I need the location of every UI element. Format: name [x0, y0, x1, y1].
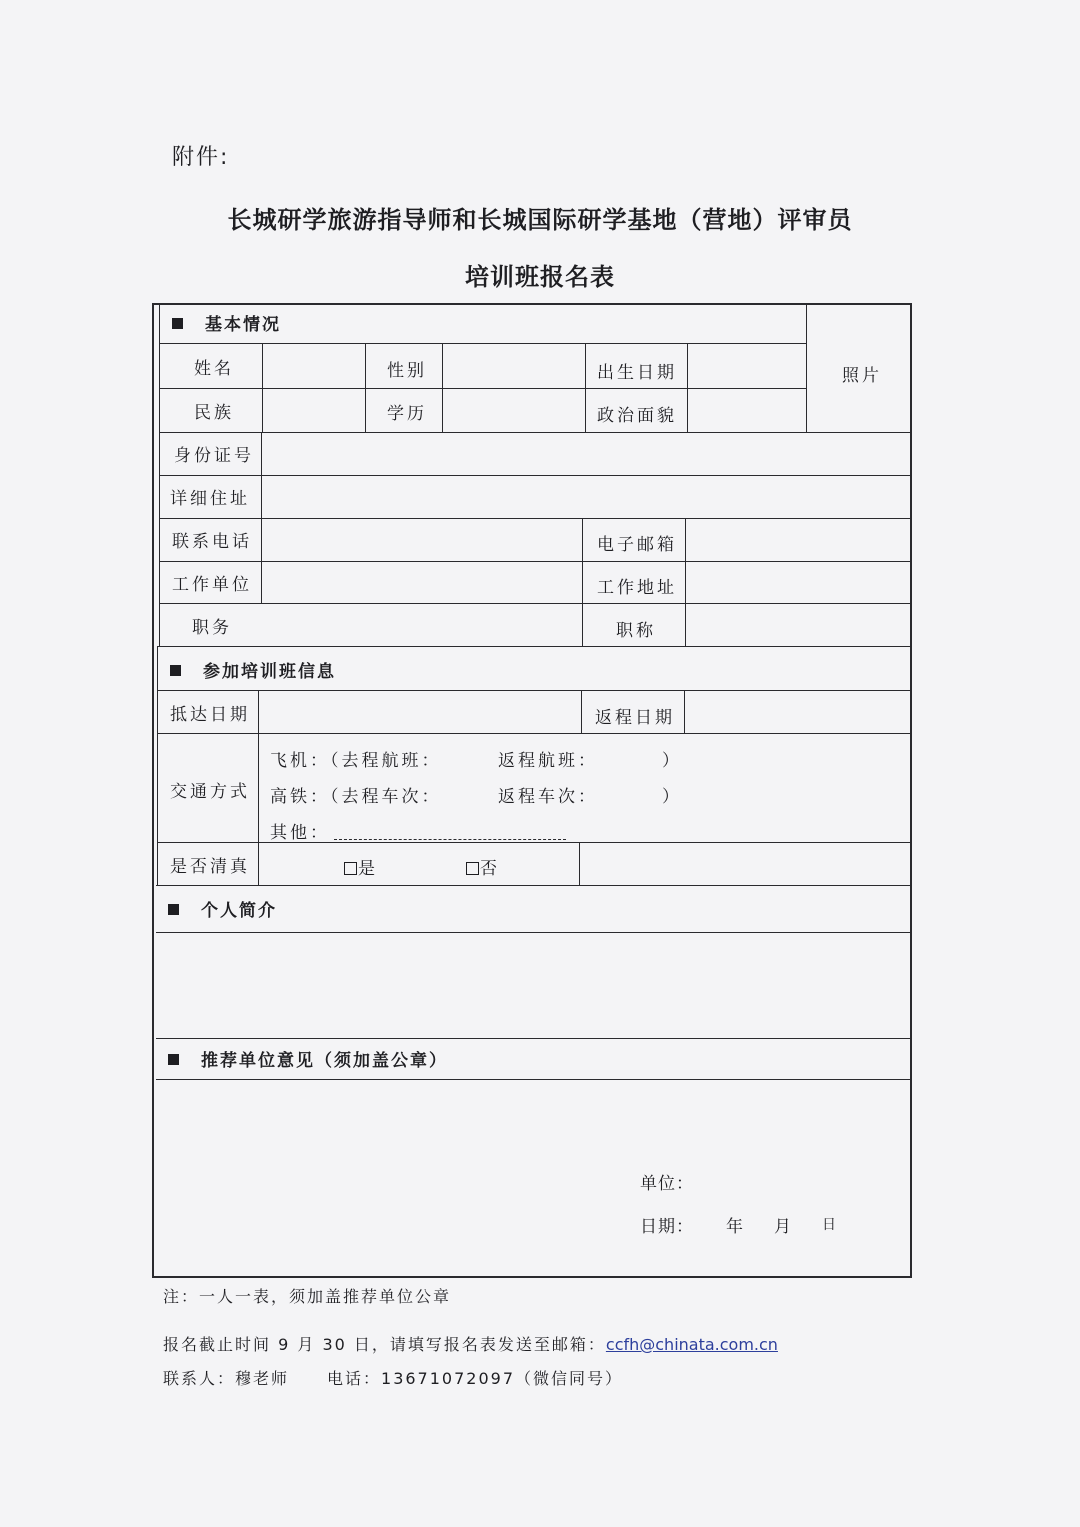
other-label: 其他： [270, 823, 330, 843]
section-profile-label: 个人简介 [201, 901, 277, 921]
note-text: 注：一人一表，须加盖推荐单位公章 [163, 1287, 452, 1306]
no-label: 否 [480, 859, 497, 879]
section-recommend [168, 1046, 448, 1071]
unit-label: 单位： [640, 1174, 694, 1194]
train-return [498, 782, 598, 807]
label-photo: 照片 [842, 366, 882, 386]
square-bullet-icon [168, 1054, 179, 1065]
section-basic-label: 基本情况 [205, 315, 281, 335]
attachment-label: 附件: [172, 145, 230, 170]
label-arrival: 抵达日期 [170, 705, 250, 725]
employer-field[interactable] [263, 563, 581, 602]
label-education: 学历 [387, 404, 427, 424]
train-close: ） [662, 787, 682, 807]
label-politics: 政治面貌 [597, 406, 677, 426]
section-training-label: 参加培训班信息 [203, 662, 336, 682]
halal-remark-field[interactable] [581, 844, 909, 884]
deadline-label: 报名截止时间 9 月 30 日，请填写报名表发送至邮箱： [163, 1335, 606, 1354]
plane-line [270, 746, 442, 771]
label-name: 姓名 [194, 359, 234, 379]
checkbox-icon[interactable] [466, 862, 479, 875]
label-id-number: 身份证号 [174, 446, 254, 466]
return-date-field[interactable] [686, 692, 909, 732]
halal-no-option[interactable] [466, 854, 497, 879]
name-field[interactable] [264, 345, 364, 387]
yes-label: 是 [358, 859, 375, 879]
recommend-area[interactable] [156, 1081, 910, 1277]
section-basic [172, 310, 281, 335]
plane-label: 飞机：（去程航班： [270, 751, 442, 771]
label-birth: 出生日期 [597, 363, 677, 383]
date-label: 日期： [640, 1217, 694, 1237]
section-training [170, 657, 336, 682]
plane-close: ） [662, 751, 682, 771]
label-position: 职务 [192, 618, 232, 638]
form-title: 长城研学旅游指导师和长城国际研学基地（营地）评审员 [227, 206, 853, 234]
education-field[interactable] [444, 390, 584, 431]
plane-return [498, 746, 598, 771]
halal-yes-option[interactable] [344, 854, 375, 879]
square-bullet-icon [170, 665, 181, 676]
label-title: 职称 [616, 621, 656, 641]
politics-field[interactable] [689, 390, 805, 431]
ethnicity-field[interactable] [264, 390, 364, 431]
plane-return-label: 返程航班： [498, 751, 598, 771]
label-return: 返程日期 [595, 708, 675, 728]
email-field[interactable] [687, 520, 909, 560]
train-label: 高铁：（去程车次： [270, 787, 442, 807]
month-label: 月 [774, 1217, 794, 1237]
label-email: 电子邮箱 [597, 535, 677, 555]
birth-date-field[interactable] [689, 345, 805, 387]
contact-text [163, 1366, 623, 1389]
work-address-field[interactable] [687, 563, 909, 602]
label-address: 详细住址 [170, 489, 250, 509]
id-number-field[interactable] [263, 434, 909, 474]
label-halal: 是否清真 [170, 857, 250, 877]
other-input-line[interactable] [334, 825, 566, 840]
other-line [270, 818, 566, 843]
label-gender: 性别 [387, 361, 427, 381]
label-work-address: 工作地址 [597, 578, 677, 598]
photo-area[interactable] [808, 307, 910, 431]
deadline-text [163, 1332, 778, 1355]
contact-label: 联系人：穆老师 [163, 1369, 290, 1388]
label-ethnicity: 民族 [194, 403, 234, 423]
position-field[interactable] [263, 605, 581, 645]
day-label: 日 [822, 1217, 839, 1233]
section-recommend-label: 推荐单位意见（须加盖公章） [201, 1051, 448, 1071]
section-profile [168, 896, 277, 921]
arrival-date-field[interactable] [260, 692, 580, 732]
square-bullet-icon [172, 318, 183, 329]
registration-form [152, 303, 912, 1278]
phone-field[interactable] [263, 520, 581, 560]
address-field[interactable] [263, 477, 909, 517]
gender-field[interactable] [444, 345, 584, 387]
label-employer: 工作单位 [172, 575, 252, 595]
train-return-label: 返程车次： [498, 787, 598, 807]
label-phone: 联系电话 [172, 532, 252, 552]
checkbox-icon[interactable] [344, 862, 357, 875]
title-field[interactable] [687, 605, 909, 645]
train-line [270, 782, 442, 807]
form-subtitle: 培训班报名表 [465, 263, 615, 291]
square-bullet-icon [168, 904, 179, 915]
email-link[interactable]: ccfh@chinata.com.cn [605, 1335, 778, 1354]
label-transport: 交通方式 [170, 782, 250, 802]
phone-text: 电话：13671072097（微信同号） [327, 1369, 623, 1388]
profile-textarea[interactable] [158, 934, 908, 1037]
year-label: 年 [726, 1217, 746, 1237]
